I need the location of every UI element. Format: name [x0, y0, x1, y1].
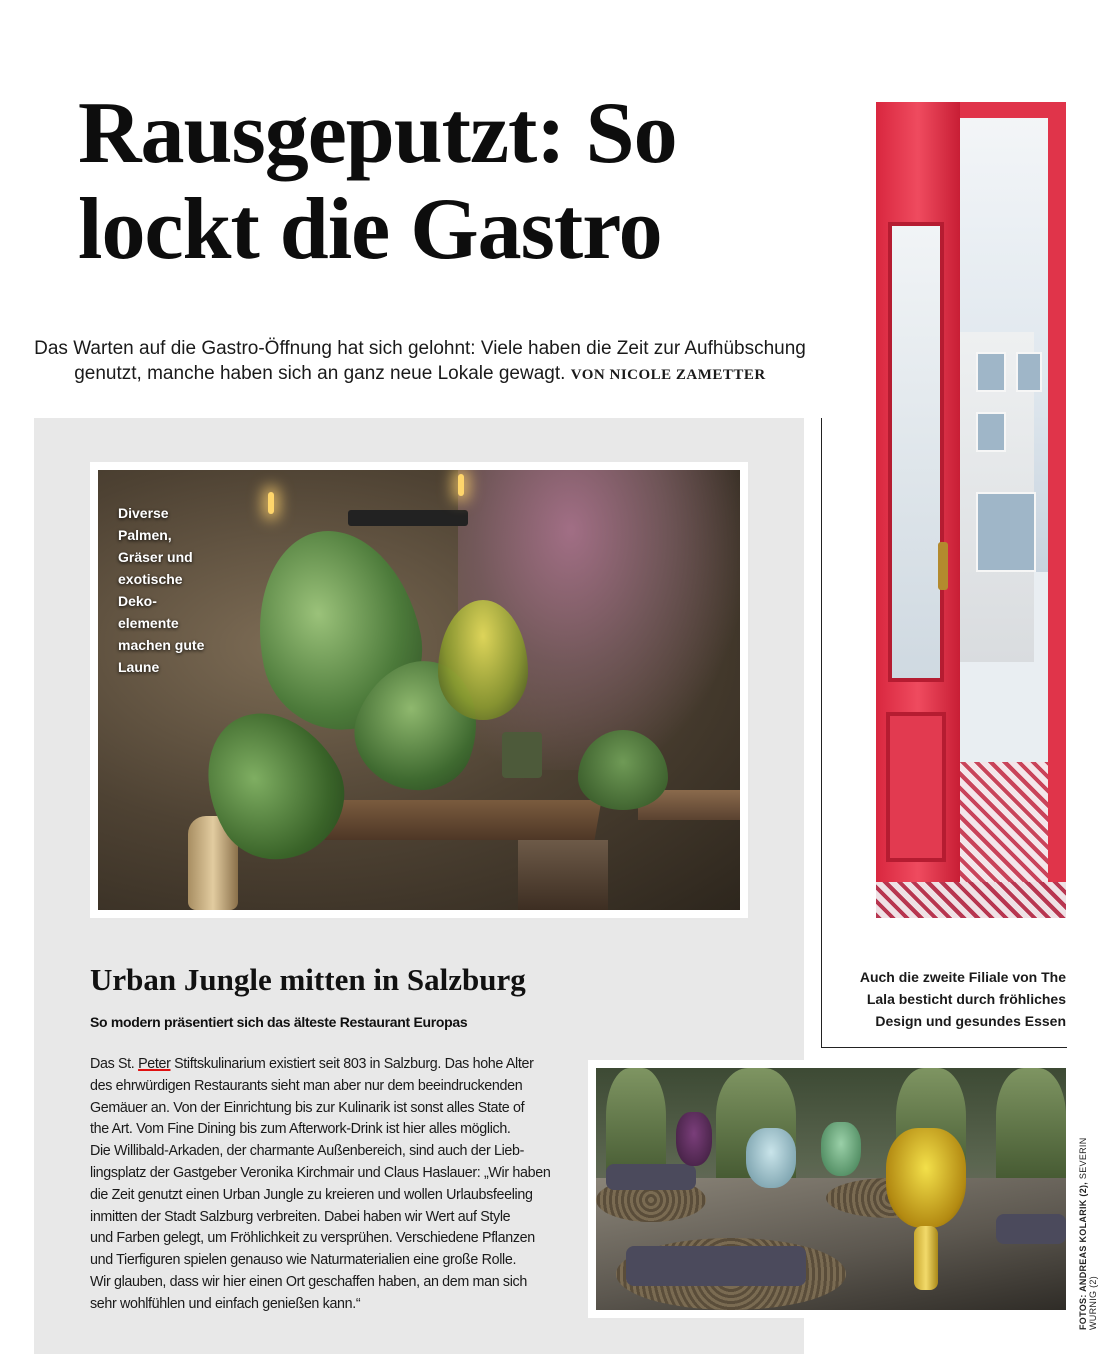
- door-photo-caption: [836, 966, 1066, 1032]
- table-napkin: [996, 1214, 1066, 1244]
- body-line: die Zeit genutzt einen Urban Jungle zu kreieren und wollen Urlaubsfeeling: [90, 1186, 533, 1203]
- door-caption-line-2: Lala besticht durch fröhliches: [866, 991, 1066, 1007]
- jungle-heater: [348, 510, 468, 526]
- body-line: Stiftskulinarium existiert seit 803 in Salzburg. Das hohe Alter: [170, 1056, 534, 1072]
- body-line: Wir glauben, dass wir hier einen Ort geschaffen haben, an dem man sich: [90, 1273, 527, 1290]
- door-panel: [886, 712, 946, 862]
- jungle-caption-line: machen gute: [118, 637, 205, 653]
- green-glass: [821, 1122, 861, 1176]
- jungle-photo: [90, 462, 748, 918]
- body-line: Gemäuer an. Von der Einrichtung bis zur Kulinarik ist sonst alles State of: [90, 1099, 525, 1116]
- jungle-photo-image: [98, 470, 740, 910]
- door-handle: [938, 542, 948, 590]
- body-line: lingsplatz der Gastgeber Veronika Kirchmair und Claus Haslauer: „Wir haben: [90, 1164, 551, 1181]
- door-photo-floor-front: [876, 882, 1066, 918]
- body-line: the Art. Vom Fine Dining bis zum Afterwork-Drink ist hier alles möglich.: [90, 1121, 511, 1138]
- photo-credit: [1078, 1100, 1098, 1330]
- jungle-caption-line: exotische: [118, 571, 183, 587]
- lead-line-1: Das Warten auf die Gastro-Öffnung hat sich gelohnt: Viele haben die Zeit zur Aufhübschung: [34, 338, 806, 359]
- jungle-caption-line: Deko-: [118, 593, 157, 609]
- body-line: Die Willibald-Arkaden, der charmante Außenbereich, sind auch der Lieb-: [90, 1143, 525, 1160]
- article-title: Urban Jungle mitten in Salzburg: [90, 962, 526, 997]
- jungle-caption-line: Palmen,: [118, 527, 172, 543]
- door-caption-line-1: Auch die zweite Filiale von The: [859, 969, 1066, 985]
- article-body: [90, 1054, 560, 1316]
- door-photo-window: [1016, 352, 1042, 392]
- jungle-table: [324, 800, 601, 840]
- jungle-lamp: [458, 474, 464, 496]
- table-photo: [588, 1060, 1074, 1318]
- yellow-glass: [886, 1128, 966, 1228]
- table-plant: [996, 1068, 1066, 1188]
- door-frame-right: [1048, 102, 1066, 918]
- jungle-caption-line: Laune: [118, 659, 160, 675]
- caption-frame-vertical: [821, 418, 822, 1048]
- caption-frame-horizontal: [821, 1047, 1067, 1048]
- jungle-caption-line: Diverse: [118, 505, 169, 521]
- byline: VON NICOLE ZAMETTER: [570, 367, 766, 383]
- door-glass: [888, 222, 944, 682]
- jungle-caption-line: elemente: [118, 615, 179, 631]
- photo-credit-regular: SEVERIN WURNIG (2): [1078, 1137, 1098, 1330]
- door-photo-window: [976, 492, 1036, 572]
- door-caption-line-3: Design und gesundes Essen: [875, 1013, 1066, 1029]
- body-text-underlined: Peter: [138, 1056, 171, 1072]
- jungle-caption-line: Gräser und: [118, 549, 193, 565]
- blue-glass: [746, 1128, 796, 1188]
- jungle-photo-caption: [118, 502, 228, 678]
- yellow-glass-stem: [914, 1226, 938, 1290]
- lead-line-2: genutzt, manche haben sich an ganz neue Lokale gewagt.: [74, 363, 566, 384]
- jungle-lamp: [268, 492, 274, 514]
- body-text-start: Das St.: [90, 1056, 139, 1072]
- lead-paragraph: [30, 336, 810, 388]
- photo-credit-bold: FOTOS: ANDREAS KOLARIK (2),: [1078, 1181, 1088, 1330]
- body-line: sehr wohlfühlen und einfach genießen kann.“: [90, 1295, 361, 1312]
- door-photo-window: [976, 352, 1006, 392]
- body-line: inmitten der Stadt Salzburg verbreiten. Dabei haben wir Wert auf Style: [90, 1208, 511, 1225]
- body-line: und Tierfiguren spielen genauso wie Naturmaterialien eine große Rolle.: [90, 1252, 517, 1269]
- table-napkin: [626, 1246, 806, 1286]
- jungle-chair: [518, 840, 608, 910]
- body-line: und Farben gelegt, um Fröhlichkeit zu versprühen. Verschiedene Pflanzen: [90, 1230, 535, 1247]
- jungle-pot: [502, 732, 542, 778]
- article-subtitle: So modern präsentiert sich das älteste Restaurant Europas: [90, 1014, 468, 1030]
- body-line: des ehrwürdigen Restaurants sieht man aber nur dem beeindruckenden: [90, 1077, 523, 1094]
- door-photo: [876, 102, 1066, 918]
- red-door: [876, 102, 960, 882]
- headline-line-2: lockt die Gastro: [78, 181, 662, 278]
- table-photo-image: [596, 1068, 1066, 1310]
- headline-line-1: Rausgeputzt: So: [78, 85, 677, 182]
- purple-glass: [676, 1112, 712, 1166]
- table-napkin: [606, 1164, 696, 1190]
- door-photo-window: [976, 412, 1006, 452]
- headline: [78, 86, 838, 278]
